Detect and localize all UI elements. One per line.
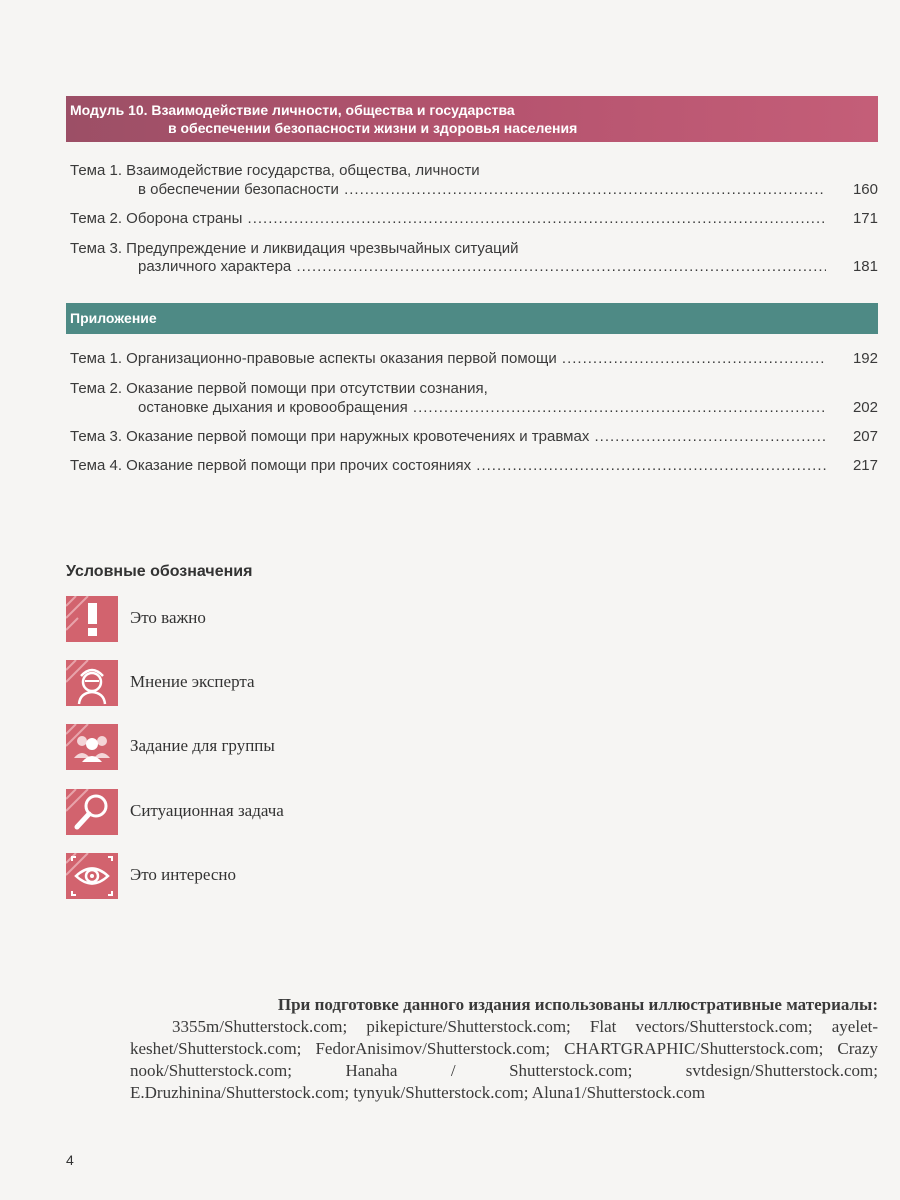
toc-prefix: Тема 3. (70, 240, 122, 257)
credits-body: 3355m/Shutterstock.com; pikepicture/Shutterstock.com; Flat vectors/Shutterstock.com; ayelet-keshet/Shutterstock.com; FedorAnisimov/Shutterstock.com; CHARTGRAPHIC/Shutterstock.com; Crazy nook/Shutterstock.com; Hanaha / Shutterstock.com; svtdesign/Shutterstock.com; E.Druzhinina/Shutterstock.com; tynyuk/Shutterstock.com; Aluna1/Shutterstock.com (130, 1017, 878, 1102)
toc-entry-continuation[interactable] (70, 181, 878, 201)
page-number: 4 (66, 1152, 74, 1168)
toc-title-cont: остановке дыхания и кровообращения ..... (138, 399, 826, 416)
appendix-header-band (66, 303, 878, 334)
toc-entry-continuation[interactable] (70, 399, 878, 419)
magnifier-icon (66, 789, 118, 835)
toc-entry[interactable] (70, 380, 878, 400)
toc-entry[interactable] (70, 457, 878, 477)
toc-entry[interactable] (70, 162, 878, 182)
toc-title: Организационно-правовые аспекты оказания первой помощи (126, 350, 557, 367)
toc-prefix: Тема 1. (70, 350, 122, 367)
toc-entry[interactable] (70, 350, 878, 370)
toc-page: 217 (849, 457, 878, 474)
toc-entry-continuation[interactable] (70, 258, 878, 278)
exclamation-icon (66, 596, 118, 642)
toc-title-cont: различного характера ..... (138, 258, 826, 275)
toc-prefix: Тема 2. (70, 380, 122, 397)
appendix-title: Приложение (70, 310, 157, 326)
toc-prefix: Тема 3. (70, 428, 122, 445)
module-title-line2: в обеспечении безопасности жизни и здоровья населения (168, 120, 578, 136)
toc-title: Оборона страны (126, 210, 243, 227)
group-icon (66, 724, 118, 770)
toc-prefix: Тема 4. (70, 457, 122, 474)
toc-entry[interactable] (70, 240, 878, 260)
toc-prefix: Тема 2. (70, 210, 122, 227)
module-header-band (66, 96, 878, 142)
toc-title: Оказание первой помощи при наружных кровотечениях и травмах (126, 428, 590, 445)
legend-title: Условные обозначения (66, 563, 253, 580)
legend-label: Задание для группы (130, 736, 275, 755)
toc-page: 192 (849, 350, 878, 367)
toc-title: Оказание первой помощи при отсутствии сознания, (126, 380, 488, 397)
legend-label: Это интересно (130, 865, 236, 884)
toc-title-cont: в обеспечении безопасности ..... (138, 181, 826, 198)
expert-icon (66, 660, 118, 706)
toc-page: 207 (849, 428, 878, 445)
toc-entry[interactable] (70, 210, 878, 230)
toc-entry[interactable] (70, 428, 878, 448)
toc-page: 202 (849, 399, 878, 416)
toc-page: 171 (849, 210, 878, 227)
toc-page: 160 (849, 181, 878, 198)
module-title-line1: Модуль 10. Взаимодействие личности, общества и государства (70, 102, 515, 118)
eye-icon (66, 853, 118, 899)
image-credits (130, 994, 878, 1104)
toc-page: 181 (849, 258, 878, 275)
toc-title: Взаимодействие государства, общества, личности (126, 162, 480, 179)
toc-title: Предупреждение и ликвидация чрезвычайных ситуаций (126, 240, 519, 257)
toc-prefix: Тема 1. (70, 162, 122, 179)
credits-heading: При подготовке данного издания использованы иллюстративные материалы: (277, 995, 878, 1014)
legend-label: Ситуационная задача (130, 801, 284, 820)
legend-label: Это важно (130, 608, 206, 627)
toc-title: Оказание первой помощи при прочих состояниях (126, 457, 472, 474)
legend-label: Мнение эксперта (130, 672, 255, 691)
